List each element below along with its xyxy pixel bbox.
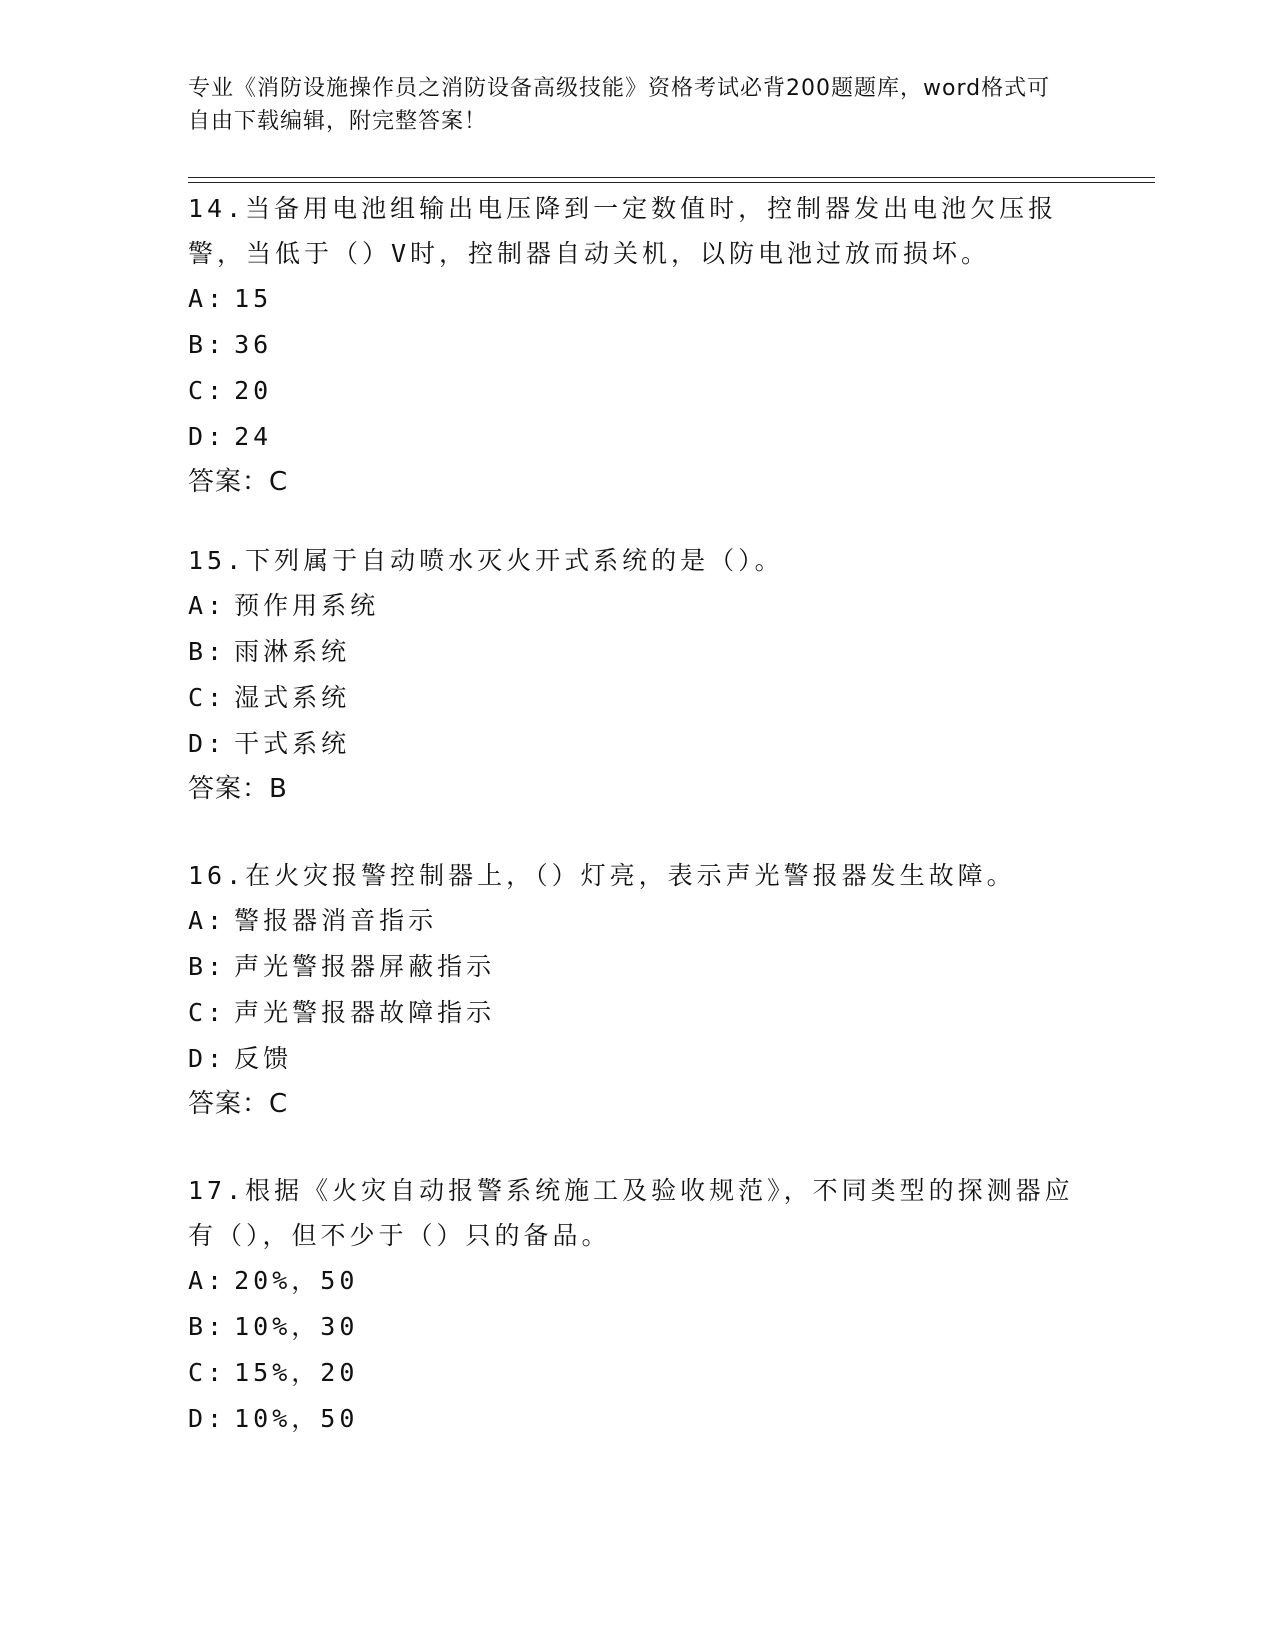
question-16 [188,853,1088,1126]
answer-label: 答案：C [188,1089,289,1119]
option-letter: A: [188,591,227,620]
option-letter: C: [188,1358,227,1387]
option-c [188,990,1088,1036]
header-divider-bottom [188,182,1155,183]
option-a [188,276,1088,322]
option-b [188,944,1088,990]
option-letter: D: [188,422,227,451]
header-divider-top [188,177,1155,178]
option-text: 声光警报器屏蔽指示 [234,952,496,981]
option-text: 警报器消音指示 [234,906,438,935]
option-d [188,414,1088,460]
option-text: 24 [234,422,273,451]
option-letter: B: [188,952,227,981]
option-text: 预作用系统 [234,591,380,620]
option-letter: B: [188,1312,227,1341]
answer-label: 答案：B [188,774,288,804]
answer-label: 答案：C [188,467,289,497]
option-text: 10%，30 [234,1312,359,1341]
option-d [188,1036,1088,1082]
option-a [188,1258,1088,1304]
question-stem: 14.当备用电池组输出电压降到一定数值时，控制器发出电池欠压报警，当低于（）V时，控制器自动关机，以防电池过放而损坏。 [188,194,1058,268]
option-letter: C: [188,683,227,712]
option-letter: D: [188,1404,227,1433]
option-letter: C: [188,998,227,1027]
option-letter: B: [188,330,227,359]
option-letter: D: [188,1044,227,1073]
option-letter: B: [188,637,227,666]
option-text: 20 [234,376,273,405]
option-letter: A: [188,1266,227,1295]
option-a [188,898,1088,944]
document-header: 专业《消防设施操作员之消防设备高级技能》资格考试必背200题题库，word格式可自由下载编辑，附完整答案！ [188,76,1051,134]
option-text: 15%，20 [234,1358,359,1387]
option-text: 36 [234,330,273,359]
option-letter: C: [188,376,227,405]
option-c [188,675,1088,721]
question-stem: 15.下列属于自动喷水灭火开式系统的是（）。 [188,546,784,575]
option-text: 反馈 [234,1044,293,1073]
option-b [188,322,1088,368]
option-text: 声光警报器故障指示 [234,998,496,1027]
option-d [188,1396,1088,1442]
option-b [188,629,1088,675]
question-stem: 17.根据《火灾自动报警系统施工及验收规范》，不同类型的探测器应有（），但不少于（）只的备品。 [188,1176,1074,1250]
option-a [188,583,1088,629]
option-text: 干式系统 [234,729,351,758]
question-14 [188,186,1088,504]
option-text: 10%，50 [234,1404,359,1433]
option-letter: D: [188,729,227,758]
question-stem: 16.在火灾报警控制器上，（）灯亮，表示声光警报器发生故障。 [188,861,1016,890]
option-d [188,721,1088,767]
question-17 [188,1168,1088,1442]
option-letter: A: [188,284,227,313]
option-text: 15 [234,284,273,313]
option-c [188,368,1088,414]
option-text: 20%，50 [234,1266,359,1295]
option-b [188,1304,1088,1350]
question-15 [188,538,1088,811]
option-text: 湿式系统 [234,683,351,712]
option-text: 雨淋系统 [234,637,351,666]
option-letter: A: [188,906,227,935]
option-c [188,1350,1088,1396]
